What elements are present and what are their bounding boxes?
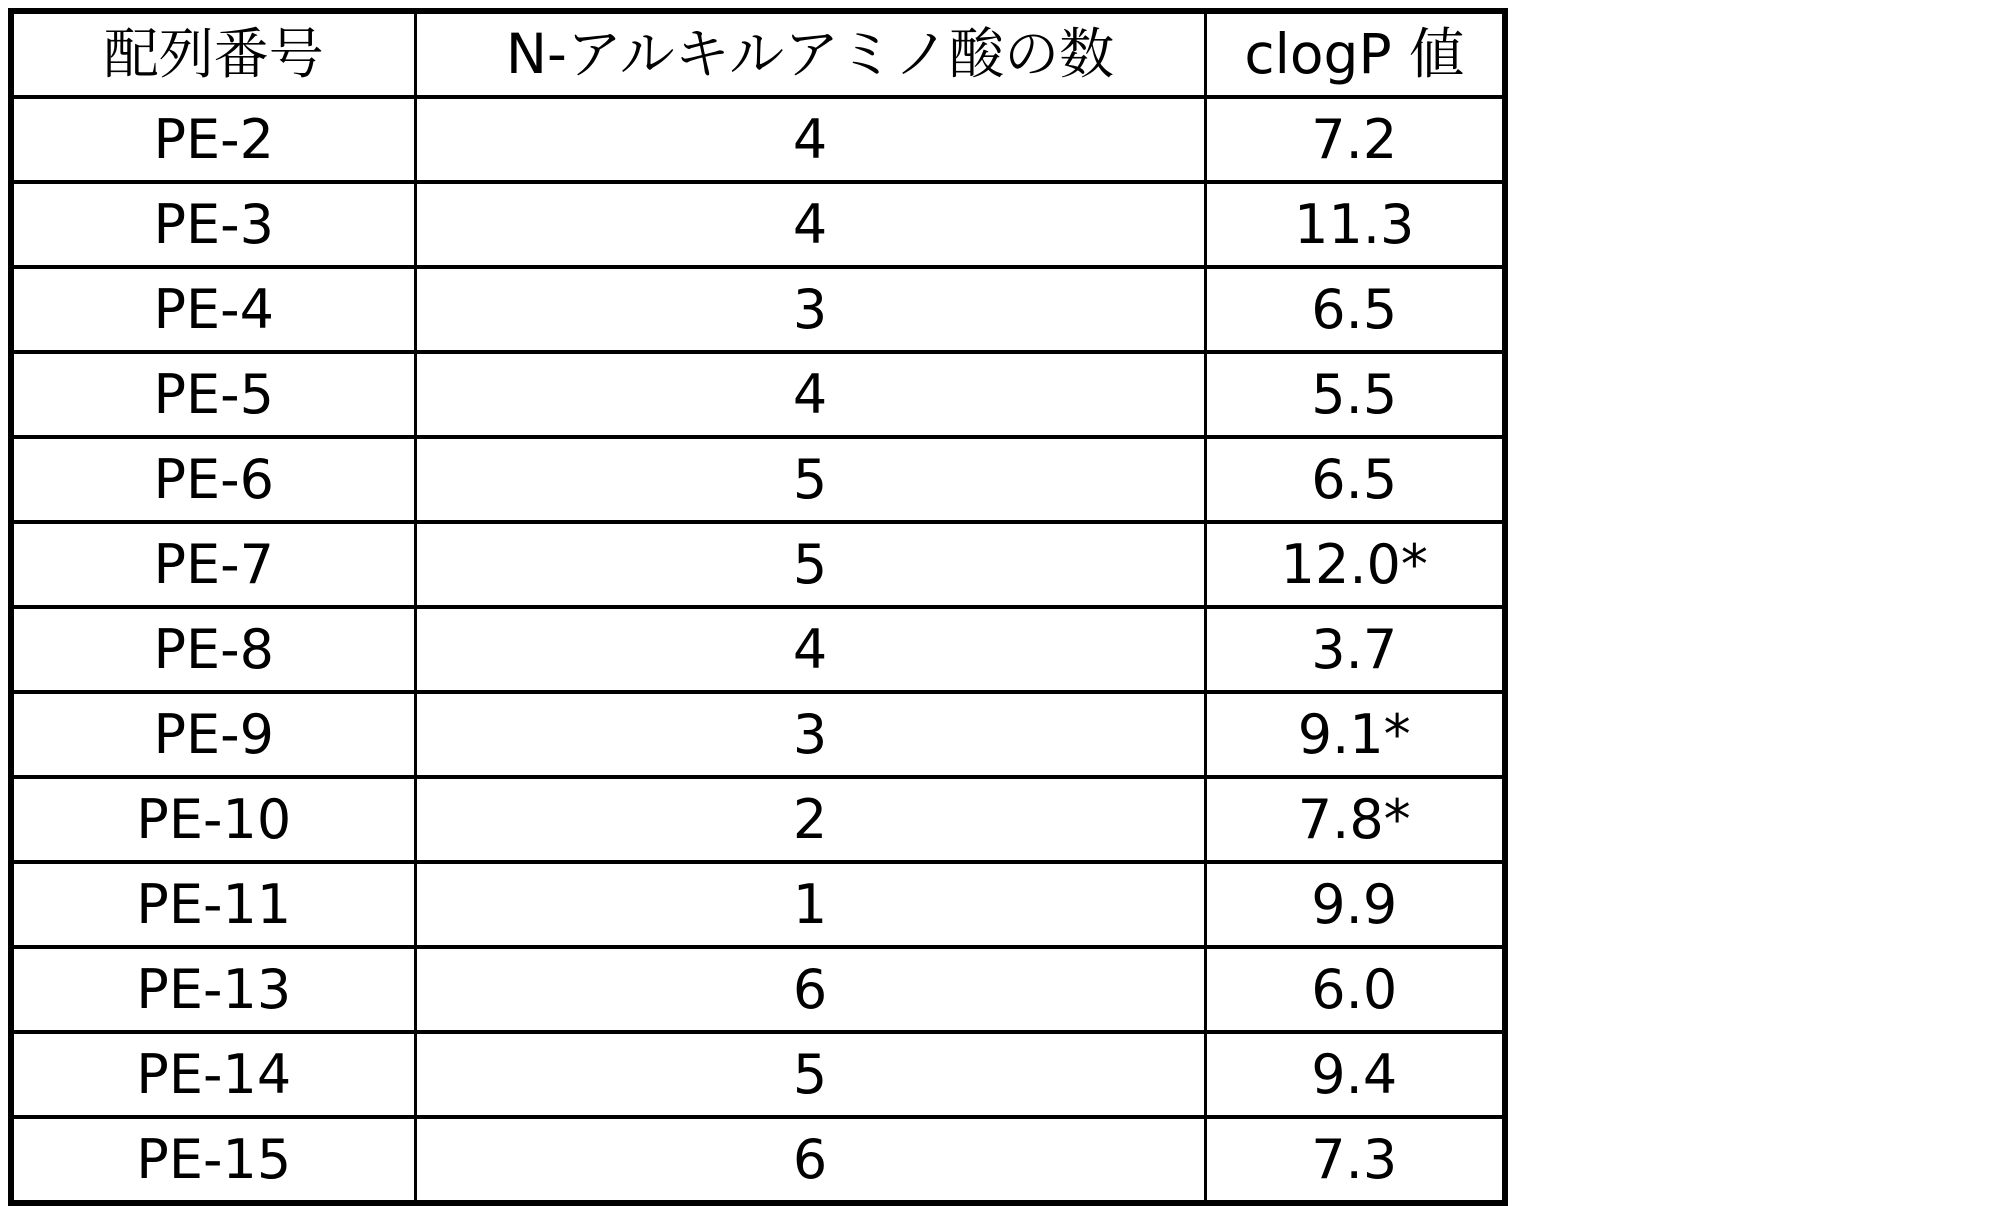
cell-n-alkyl-amino-acid-count: 4 bbox=[415, 607, 1205, 692]
cell-clogp-value: 9.1* bbox=[1205, 692, 1505, 777]
cell-sequence-id: PE-10 bbox=[11, 777, 415, 862]
cell-sequence-id: PE-6 bbox=[11, 437, 415, 522]
cell-clogp-value: 3.7 bbox=[1205, 607, 1505, 692]
cell-clogp-value: 9.9 bbox=[1205, 862, 1505, 947]
table-row bbox=[11, 862, 1505, 947]
table-row bbox=[11, 607, 1505, 692]
table-row bbox=[11, 1117, 1505, 1203]
table-row bbox=[11, 437, 1505, 522]
cell-clogp-value: 5.5 bbox=[1205, 352, 1505, 437]
cell-n-alkyl-amino-acid-count: 1 bbox=[415, 862, 1205, 947]
header-row bbox=[11, 11, 1505, 97]
cell-n-alkyl-amino-acid-count: 2 bbox=[415, 777, 1205, 862]
cell-n-alkyl-amino-acid-count: 5 bbox=[415, 437, 1205, 522]
cell-sequence-id: PE-15 bbox=[11, 1117, 415, 1203]
cell-sequence-id: PE-7 bbox=[11, 522, 415, 607]
cell-clogp-value: 9.4 bbox=[1205, 1032, 1505, 1117]
cell-n-alkyl-amino-acid-count: 3 bbox=[415, 267, 1205, 352]
cell-sequence-id: PE-5 bbox=[11, 352, 415, 437]
cell-n-alkyl-amino-acid-count: 5 bbox=[415, 1032, 1205, 1117]
cell-clogp-value: 7.8* bbox=[1205, 777, 1505, 862]
cell-n-alkyl-amino-acid-count: 5 bbox=[415, 522, 1205, 607]
table-row bbox=[11, 182, 1505, 267]
cell-sequence-id: PE-11 bbox=[11, 862, 415, 947]
cell-n-alkyl-amino-acid-count: 4 bbox=[415, 97, 1205, 182]
column-header-n-alkyl-amino-acid-count: N-アルキルアミノ酸の数 bbox=[415, 11, 1205, 97]
cell-clogp-value: 7.2 bbox=[1205, 97, 1505, 182]
cell-sequence-id: PE-4 bbox=[11, 267, 415, 352]
table-row bbox=[11, 352, 1505, 437]
table-row bbox=[11, 947, 1505, 1032]
table-row bbox=[11, 97, 1505, 182]
table-header bbox=[11, 11, 1505, 97]
cell-clogp-value: 7.3 bbox=[1205, 1117, 1505, 1203]
cell-sequence-id: PE-13 bbox=[11, 947, 415, 1032]
cell-sequence-id: PE-2 bbox=[11, 97, 415, 182]
cell-clogp-value: 12.0* bbox=[1205, 522, 1505, 607]
cell-clogp-value: 11.3 bbox=[1205, 182, 1505, 267]
clogp-table bbox=[8, 8, 1508, 1206]
column-header-clogp-value: clogP 値 bbox=[1205, 11, 1505, 97]
table-row bbox=[11, 692, 1505, 777]
cell-n-alkyl-amino-acid-count: 3 bbox=[415, 692, 1205, 777]
table-row bbox=[11, 522, 1505, 607]
column-header-sequence-id: 配列番号 bbox=[11, 11, 415, 97]
cell-sequence-id: PE-3 bbox=[11, 182, 415, 267]
cell-n-alkyl-amino-acid-count: 6 bbox=[415, 947, 1205, 1032]
cell-sequence-id: PE-8 bbox=[11, 607, 415, 692]
cell-n-alkyl-amino-acid-count: 6 bbox=[415, 1117, 1205, 1203]
cell-clogp-value: 6.5 bbox=[1205, 267, 1505, 352]
cell-clogp-value: 6.0 bbox=[1205, 947, 1505, 1032]
table-row bbox=[11, 267, 1505, 352]
table-body bbox=[11, 97, 1505, 1203]
cell-n-alkyl-amino-acid-count: 4 bbox=[415, 352, 1205, 437]
cell-clogp-value: 6.5 bbox=[1205, 437, 1505, 522]
table-row bbox=[11, 1032, 1505, 1117]
cell-sequence-id: PE-14 bbox=[11, 1032, 415, 1117]
table-row bbox=[11, 777, 1505, 862]
cell-n-alkyl-amino-acid-count: 4 bbox=[415, 182, 1205, 267]
cell-sequence-id: PE-9 bbox=[11, 692, 415, 777]
